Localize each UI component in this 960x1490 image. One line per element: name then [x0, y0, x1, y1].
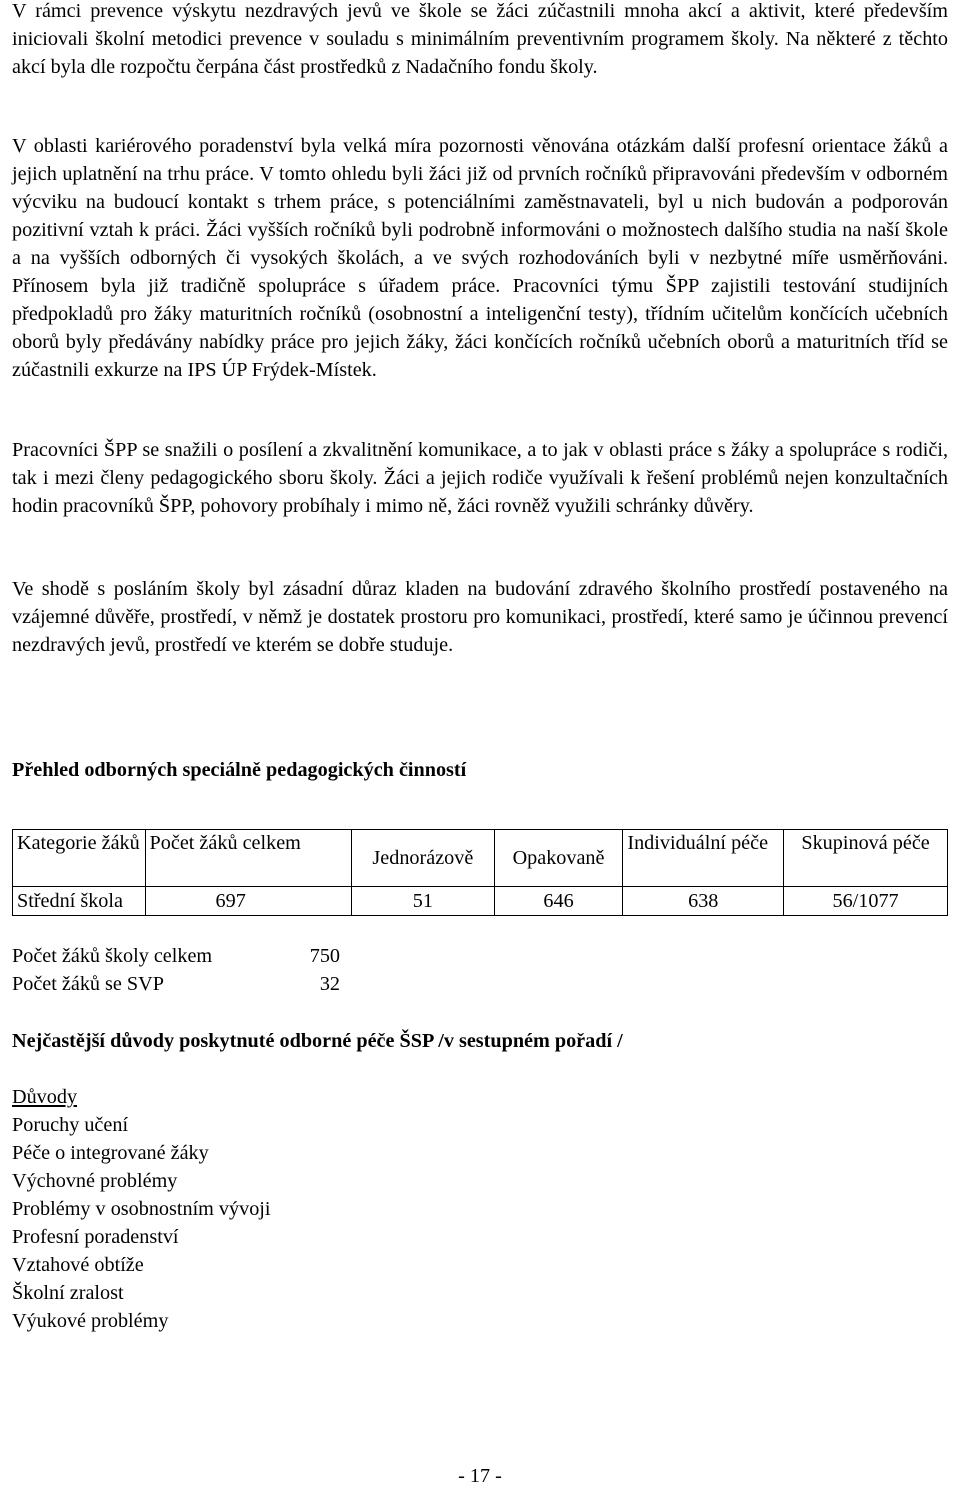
- section-heading-reasons: Nejčastější důvody poskytnuté odborné péče ŠSP /v sestupném pořadí /: [12, 1030, 623, 1052]
- student-counts: [12, 942, 340, 998]
- list-item: Péče o integrované žáky: [12, 1142, 209, 1164]
- cell-repeated: 646: [494, 887, 623, 916]
- paragraph-prevention: V rámci prevence výskytu nezdravých jevů ve škole se žáci zúčastnili mnoha akcí a aktivit, které především iniciovali školní metodici prevence v souladu s minimálním preventivním programem školy. Na některé z těchto akcí byla dle rozpočtu čerpána část prostředků z Nadačního fondu školy.: [12, 0, 948, 78]
- list-item: Školní zralost: [12, 1282, 124, 1304]
- table-header-row: [13, 830, 948, 887]
- header-individual: Individuální péče: [623, 830, 784, 887]
- section-heading-special-activities: Přehled odborných speciálně pedagogických činností: [12, 759, 467, 781]
- paragraph-communication: Pracovníci ŠPP se snažili o posílení a zkvalitnění komunikace, a to jak v oblasti práce s žáky a spolupráce s rodiči, tak i mezi členy pedagogického sboru školy. Žáci a jejich rodiče využívali k řešení problémů nejen konzultačních hodin pracovníků ŠPP, pohovory probíhaly i mimo ně, žáci rovněž využili schránky důvěry.: [12, 439, 948, 517]
- list-item: Vztahové obtíže: [12, 1254, 144, 1276]
- cell-category: Střední škola: [13, 887, 146, 916]
- page-number: - 17 -: [458, 1465, 502, 1487]
- list-item: Problémy v osobnostním vývoji: [12, 1198, 271, 1220]
- list-item: Profesní poradenství: [12, 1226, 179, 1248]
- list-item: Poruchy učení: [12, 1114, 129, 1136]
- table-row: [13, 887, 948, 916]
- cell-individual: 638: [623, 887, 784, 916]
- list-item: Výchovné problémy: [12, 1170, 178, 1192]
- reasons-list-title: Důvody: [12, 1086, 78, 1108]
- header-total: Počet žáků celkem: [145, 830, 352, 887]
- list-item: Výukové problémy: [12, 1310, 169, 1332]
- header-group: Skupinová péče: [784, 830, 948, 887]
- cell-total: 697: [145, 887, 352, 916]
- cell-group: 56/1077: [784, 887, 948, 916]
- reasons-list: [12, 1083, 271, 1335]
- svp-value: 32: [319, 973, 340, 995]
- paragraph-school-environment: Ve shodě s posláním školy byl zásadní důraz kladen na budování zdravého školního prostředí postaveného na vzájemné důvěře, prostředí, v němž je dostatek prostoru pro komunikaci, prostředí, které samo je účinnou prevencí nezdravých jevů, prostředí ve kterém se dobře studuje.: [12, 578, 948, 656]
- school-total-value: 750: [309, 945, 340, 967]
- header-single: Jednorázově: [352, 830, 495, 887]
- header-category: Kategorie žáků: [13, 830, 146, 887]
- paragraph-career-counseling: V oblasti kariérového poradenství byla velká míra pozornosti věnována otázkám další profesní orientace žáků a jejich uplatnění na trhu práce. V tomto ohledu byli žáci již od prvních ročníků připravováni především v odborném výcviku na budoucí kontakt s trhem práce, s potenciálními zaměstnavateli, byl u nich budován a podporován pozitivní vztah k práci. Žáci vyšších ročníků byli podrobně informováni o možnostech dalšího studia na naší škole a na vyšších odborných či vysokých školách, a ve svých rozhodováních byli v nezbytné míře usměrňováni. Přínosem byla již tradičně spolupráce s úřadem práce. Pracovníci týmu ŠPP zajistili testování studijních předpokladů pro žáky maturitních ročníků (osobnostní a inteligenční testy), třídním učitelům končících učebních oborů byly předávány nabídky práce pro jejich žáky, žáci končících ročníků učebních oborů a maturitních tříd se zúčastnili exkurze na IPS ÚP Frýdek-Místek.: [12, 135, 948, 381]
- svp-label: Počet žáků se SVP: [12, 973, 164, 995]
- special-pedagogy-table: [12, 829, 948, 916]
- school-total-label: Počet žáků školy celkem: [12, 945, 213, 967]
- header-repeated: Opakovaně: [494, 830, 623, 887]
- school-total-line: [12, 942, 340, 970]
- cell-single: 51: [352, 887, 495, 916]
- svp-line: [12, 970, 340, 998]
